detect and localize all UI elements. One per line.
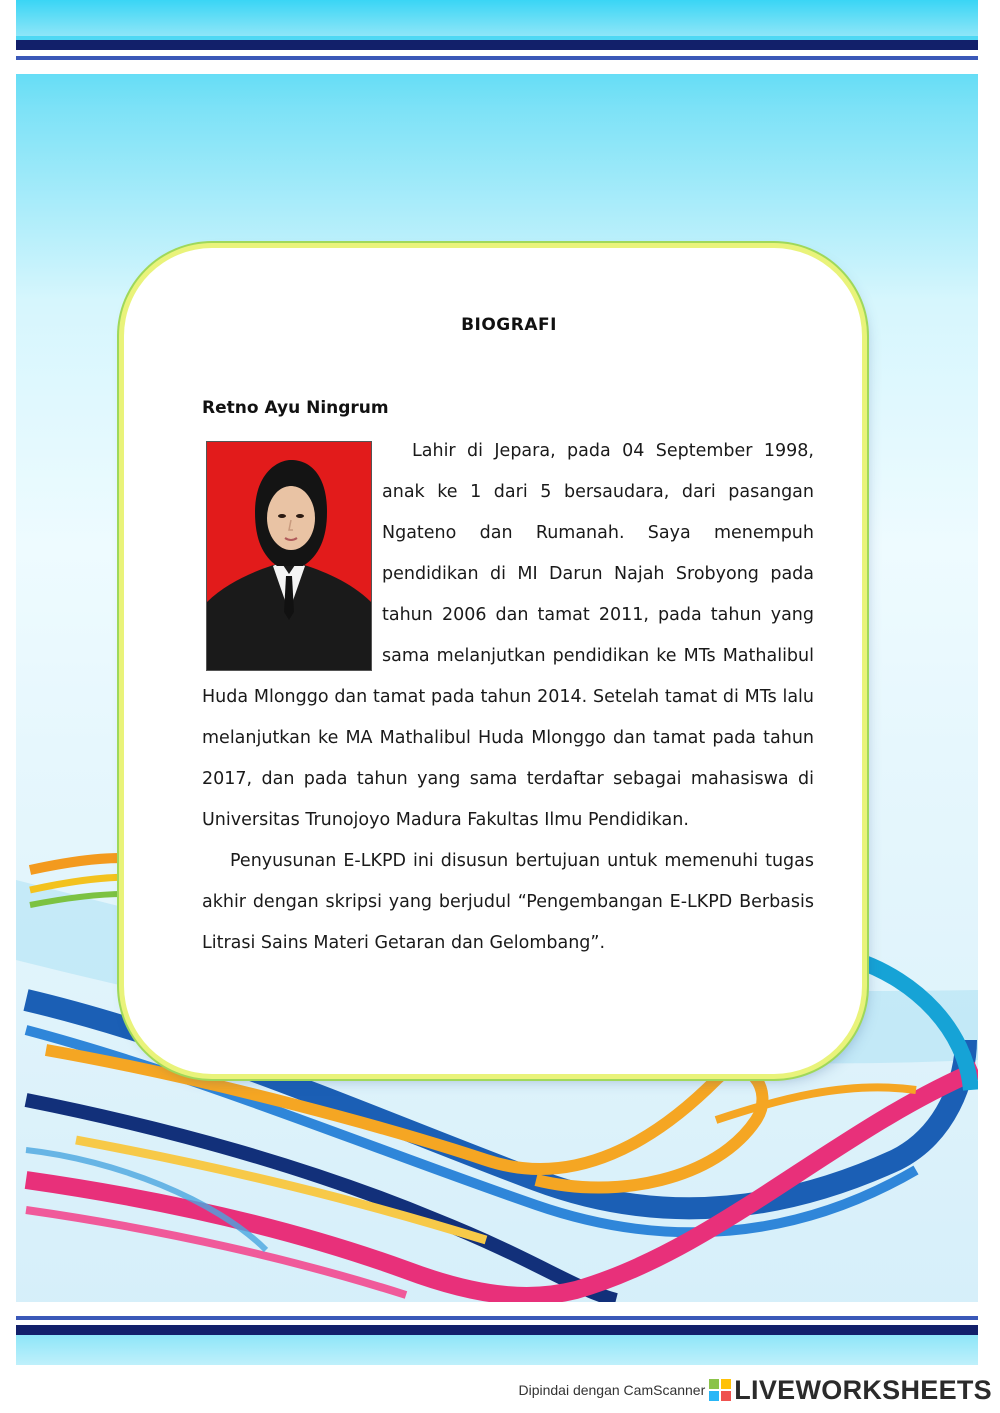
footer	[518, 1372, 992, 1408]
bottom-white-strip	[16, 1302, 978, 1316]
scanner-note: Dipindai dengan CamScanner	[518, 1382, 706, 1398]
page-title: BIOGRAFI	[461, 315, 557, 335]
author-name: Retno Ayu Ningrum	[202, 398, 389, 418]
biography-card	[124, 248, 862, 1074]
liveworksheets-logo-icon	[709, 1379, 731, 1401]
bottom-rule-thick	[16, 1325, 978, 1335]
paragraph-2: Penyusunan E-LKPD ini disusun bertujuan untuk memenuhi tugas akhir dengan skripsi yang berjudul “Pengembangan E-LKPD Berbasis Litrasi Sains Materi Getaran dan Gelombang”.	[202, 851, 814, 953]
biography-text	[202, 431, 814, 964]
bottom-band	[16, 1335, 978, 1365]
brand-name[interactable]: LIVEWORKSHEETS	[734, 1374, 992, 1405]
photo-spacer	[202, 431, 382, 677]
paragraph-1-text: Lahir di Jepara, pada 04 September 1998, anak ke 1 dari 5 bersaudara, dari pasangan Ngateno dan Rumanah. Saya menempuh pendidikan di MI Darun Najah Srobyong pada tahun 2006 dan tamat 2011, pada tahun yang sama melanjutkan pendidikan ke MTs Mathalibul Huda Mlonggo dan tamat pada tahun 2014. Setelah tamat di MTs lalu melanjutkan ke MA Mathalibul Huda Mlonggo dan tamat pada tahun 2017, dan pada tahun yang sama terdaftar sebagai mahasiswa di Universitas Trunojoyo Madura Fakultas Ilmu Pendidikan.	[202, 441, 814, 830]
